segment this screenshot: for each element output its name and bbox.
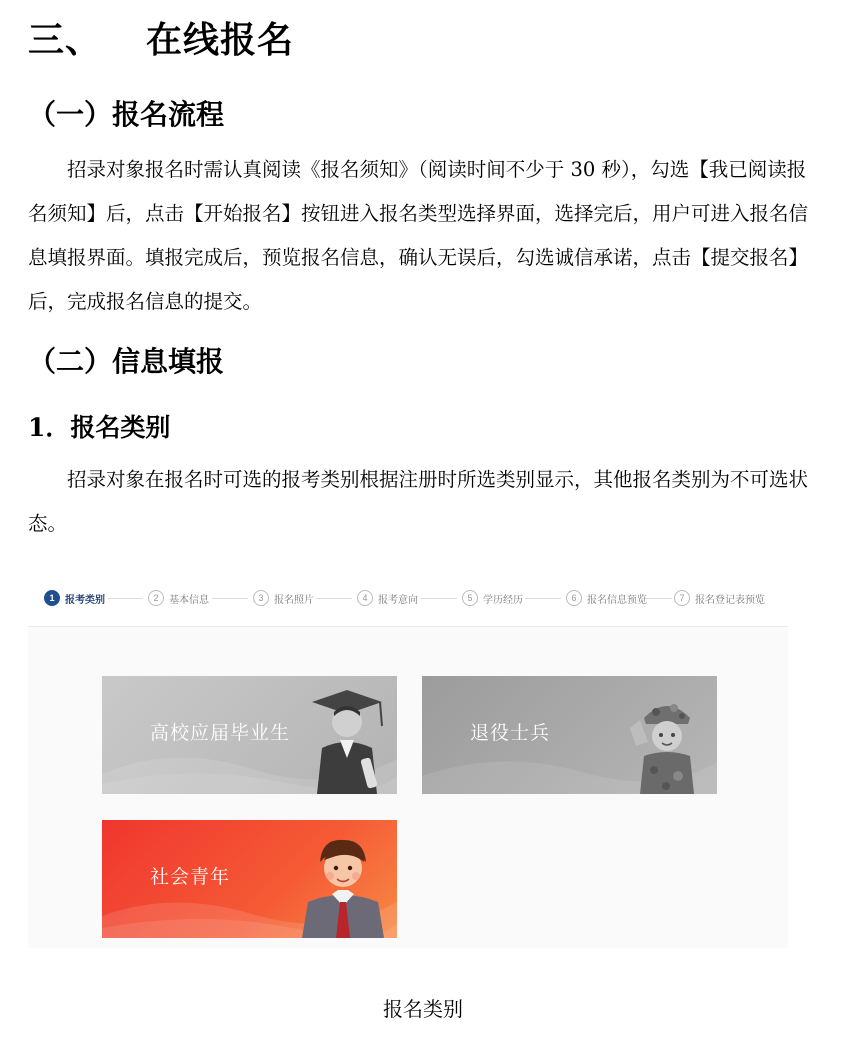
step-7-number: 7 <box>674 590 690 606</box>
category-card-veteran[interactable] <box>422 676 717 794</box>
paragraph-category <box>28 458 818 546</box>
category-card-graduate[interactable] <box>102 676 397 794</box>
young-man-figure-icon <box>292 832 392 938</box>
graduate-figure-icon <box>302 684 392 794</box>
step-6-label: 报名信息预览 <box>587 594 647 606</box>
step-3-number: 3 <box>253 590 269 606</box>
soldier-figure-icon <box>622 690 712 794</box>
step-5-number: 5 <box>462 590 478 606</box>
category-card-social-youth-label: 社会青年 <box>150 867 231 888</box>
paragraph-process <box>28 148 818 324</box>
item-title-category: 1．报名类别 <box>28 413 171 442</box>
section-title: 在线报名 <box>146 19 295 61</box>
category-card-social-youth[interactable] <box>102 820 397 938</box>
step-6[interactable] <box>566 590 647 606</box>
step-6-number: 6 <box>566 590 582 606</box>
category-selection-screenshot <box>28 578 788 948</box>
subsection-title-process: （一）报名流程 <box>28 98 225 131</box>
step-4[interactable] <box>357 590 418 606</box>
paragraph-category-text: 招录对象在报名时可选的报考类别根据注册时所选类别显示，其他报名类别为不可选状态。 <box>28 468 809 535</box>
step-1-label: 报考类别 <box>65 594 105 606</box>
step-2-number: 2 <box>148 590 164 606</box>
step-7[interactable] <box>674 590 765 606</box>
category-card-graduate-label: 高校应届毕业生 <box>150 723 291 744</box>
step-5[interactable] <box>462 590 523 606</box>
section-heading <box>28 12 294 63</box>
step-1[interactable] <box>44 590 105 606</box>
step-progress-bar <box>28 578 788 627</box>
step-4-label: 报考意向 <box>378 594 418 606</box>
step-4-number: 4 <box>357 590 373 606</box>
step-2[interactable] <box>148 590 209 606</box>
step-3-label: 报名照片 <box>274 594 314 606</box>
paragraph-process-text: 招录对象报名时需认真阅读《报名须知》（阅读时间不少于 30 秒），勾选【我已阅读报名须知】后，点击【开始报名】按钮进入报名类型选择界面，选择完后，用户可进入报名信息填报界面。填报完成后，预览报名信息，确认无误后，勾选诚信承诺，点击【提交报名】后，完成报名信息的提交。 <box>28 158 809 313</box>
step-1-number: 1 <box>44 590 60 606</box>
subsection-title-info: （二）信息填报 <box>28 345 225 378</box>
step-7-label: 报名登记表预览 <box>695 594 765 606</box>
step-2-label: 基本信息 <box>169 594 209 606</box>
category-card-veteran-label: 退役士兵 <box>470 723 551 744</box>
step-5-label: 学历经历 <box>483 594 523 606</box>
section-number: 三、 <box>28 19 103 61</box>
step-3[interactable] <box>253 590 314 606</box>
figure-caption: 报名类别 <box>383 997 463 1021</box>
